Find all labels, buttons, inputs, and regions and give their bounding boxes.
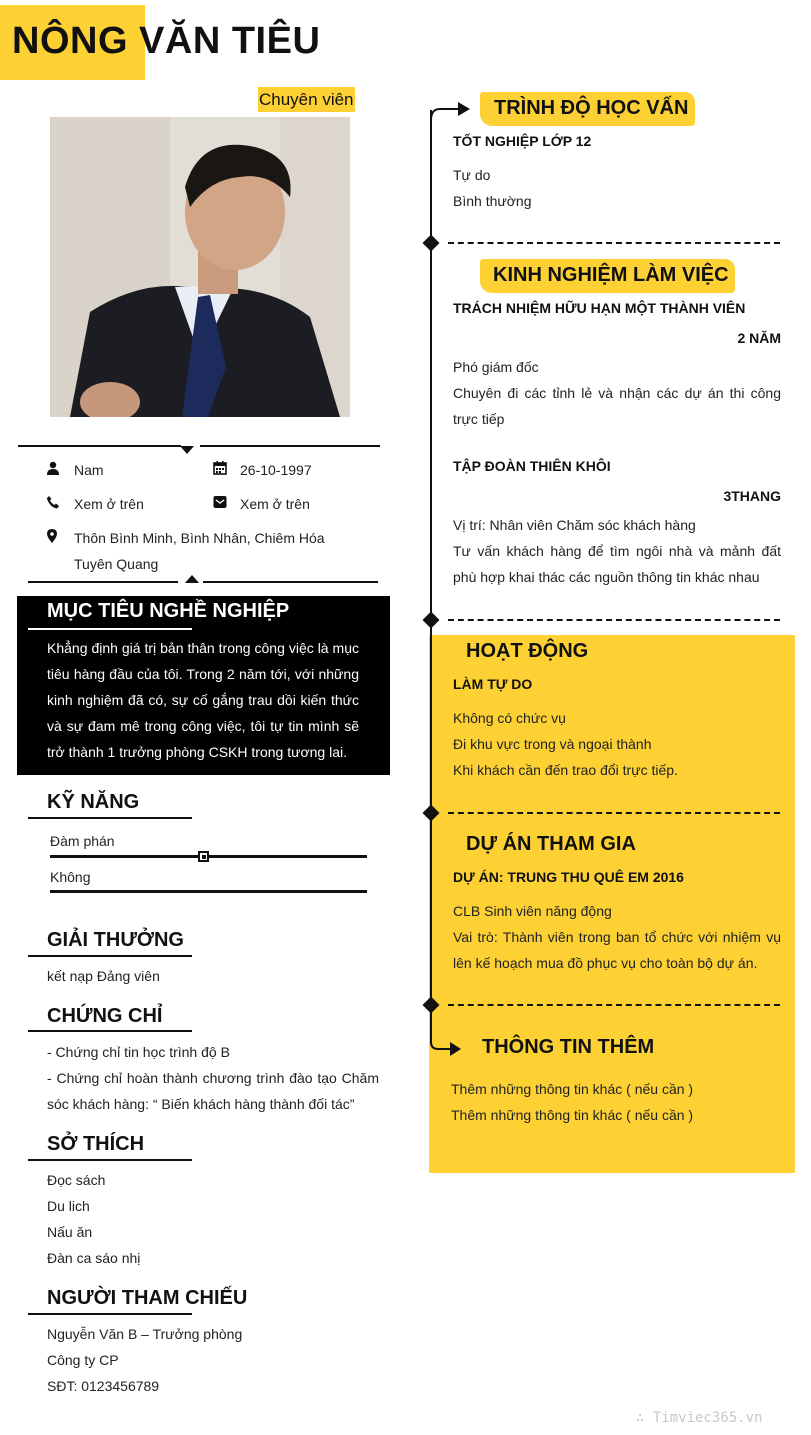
certificates-title-underline xyxy=(28,1030,192,1032)
project-role: Vai trò: Thành viên trong ban tổ chức với nhiệm vụ lên kế hoạch mua đồ phục vụ cho toàn bộ dự án. xyxy=(453,929,781,971)
objective-title: MỤC TIÊU NGHỀ NGHIỆP xyxy=(47,600,290,622)
job-description: Chuyên đi các tỉnh lẻ và nhận các dự án thi công trực tiếp xyxy=(453,385,781,427)
hobby-item: Du lich xyxy=(47,1198,90,1214)
skill-level-handle xyxy=(198,851,209,862)
certificate-item: - Chứng chỉ tin học trình độ B xyxy=(47,1044,230,1060)
additional-title: THÔNG TIN THÊM xyxy=(482,1036,655,1058)
skills-title: KỸ NĂNG xyxy=(47,791,140,813)
watermark-logo-icon: ∴ xyxy=(636,1410,653,1426)
job-duration: 2 NĂM xyxy=(737,330,781,346)
hobby-item: Đàn ca sáo nhị xyxy=(47,1250,141,1266)
job-position: Vị trí: Nhân viên Chăm sóc khách hàng xyxy=(453,517,696,533)
email-icon xyxy=(213,495,227,514)
info-top-rule-right xyxy=(200,445,380,447)
skill-bar xyxy=(50,890,367,893)
watermark xyxy=(636,1410,762,1426)
birthday-value: 26-10-1997 xyxy=(240,462,312,478)
education-school: TỐT NGHIỆP LỚP 12 xyxy=(453,133,592,149)
hobby-item: Nấu ăn xyxy=(47,1224,93,1240)
projects-title: DỰ ÁN THAM GIA xyxy=(466,833,636,855)
education-title: TRÌNH ĐỘ HỌC VẤN xyxy=(494,97,689,119)
certificate-item: - Chứng chỉ hoàn thành chương trình đào tạo Chăm sóc khách hàng: “ Biến khách hàng thành đối tác” xyxy=(47,1070,379,1112)
skills-title-underline xyxy=(28,817,192,819)
activity-line: Đi khu vực trong và ngoại thành xyxy=(453,736,652,752)
info-top-rule-left xyxy=(18,445,181,447)
skill-label: Không xyxy=(50,869,91,885)
reference-item: Công ty CP xyxy=(47,1352,119,1368)
additional-line: Thêm những thông tin khác ( nếu cần ) xyxy=(451,1081,694,1097)
education-major: Tự do xyxy=(453,167,491,183)
watermark-text: Timviec365.vn xyxy=(652,1410,763,1426)
project-org: CLB Sinh viên năng động xyxy=(453,903,612,919)
info-bottom-rule-right xyxy=(203,581,378,583)
phone-icon xyxy=(46,495,60,514)
hobbies-title-underline xyxy=(28,1159,192,1161)
profile-photo-illustration xyxy=(50,117,350,417)
gender-value: Nam xyxy=(74,462,104,478)
section-divider xyxy=(448,242,780,244)
job-duration: 3THANG xyxy=(723,488,781,504)
additional-line: Thêm những thông tin khác ( nếu cần ) xyxy=(451,1107,694,1123)
calendar-icon xyxy=(213,461,227,480)
info-bottom-marker xyxy=(185,575,199,583)
objective-text: Khẳng định giá trị bản thân trong công việc là mục tiêu hàng đầu của tôi. Trong 2 năm tới, với những kinh nghiệm đã có, sự cố gắng trau dồi kiến thức và sự đam mê trong công việc, tôi tự tin mình sẽ trở thành 1 trưởng phòng CSKH trong tương lai. xyxy=(47,640,359,760)
experience-title: KINH NGHIỆM LÀM VIỆC xyxy=(493,264,729,286)
certificates-title: CHỨNG CHỈ xyxy=(47,1005,163,1027)
address-line1: Thôn Bình Minh, Bình Nhân, Chiêm Hóa xyxy=(74,530,325,546)
job-company: TẬP ĐOÀN THIÊN KHÔI xyxy=(453,458,611,474)
activity-role: Không có chức vụ xyxy=(453,710,566,726)
references-title: NGƯỜI THAM CHIẾU xyxy=(47,1287,248,1309)
phone-value: Xem ở trên xyxy=(74,496,144,512)
hobby-item: Đọc sách xyxy=(47,1172,106,1188)
references-title-underline xyxy=(28,1313,192,1315)
awards-title: GIẢI THƯỞNG xyxy=(47,929,184,951)
reference-item: SĐT: 0123456789 xyxy=(47,1378,160,1394)
awards-title-underline xyxy=(28,955,192,957)
email-value: Xem ở trên xyxy=(240,496,310,512)
section-divider xyxy=(448,619,780,621)
info-bottom-rule-left xyxy=(28,581,178,583)
location-pin-icon xyxy=(47,529,57,548)
candidate-name: NÔNG VĂN TIÊU xyxy=(12,20,321,62)
section-divider xyxy=(448,1004,780,1006)
profile-photo xyxy=(50,117,350,417)
job-company: TRÁCH NHIỆM HỮU HẠN MỘT THÀNH VIÊN xyxy=(453,300,746,316)
timeline-node xyxy=(423,612,440,629)
section-divider xyxy=(448,812,780,814)
timeline-arrow-top-icon xyxy=(430,98,472,127)
activity-line: Khi khách cần đến trao đổi trực tiếp. xyxy=(453,762,678,778)
address-line2: Tuyên Quang xyxy=(74,556,159,572)
timeline-node xyxy=(423,235,440,252)
objective-title-underline xyxy=(28,628,192,630)
activities-title: HOẠT ĐỘNG xyxy=(466,640,589,662)
activity-org: LÀM TỰ DO xyxy=(453,676,533,692)
hobbies-title: SỞ THÍCH xyxy=(47,1133,145,1155)
timeline-arrow-bottom-icon xyxy=(430,1030,464,1069)
skill-label: Đàm phán xyxy=(50,833,115,849)
award-item: kết nạp Đảng viên xyxy=(47,968,160,984)
project-name: DỰ ÁN: TRUNG THU QUÊ EM 2016 xyxy=(453,869,684,885)
job-title: Chuyên viên xyxy=(258,87,355,112)
job-position: Phó giám đốc xyxy=(453,359,539,375)
reference-item: Nguyễn Văn B – Trưởng phòng xyxy=(47,1326,243,1342)
gender-icon xyxy=(46,461,60,480)
info-top-marker xyxy=(180,446,194,454)
education-grade: Bình thường xyxy=(453,193,532,209)
job-description: Tư vấn khách hàng để tìm ngôi nhà và mảnh đất phù hợp khai thác các nguồn thông tin khác nhau xyxy=(453,543,781,585)
